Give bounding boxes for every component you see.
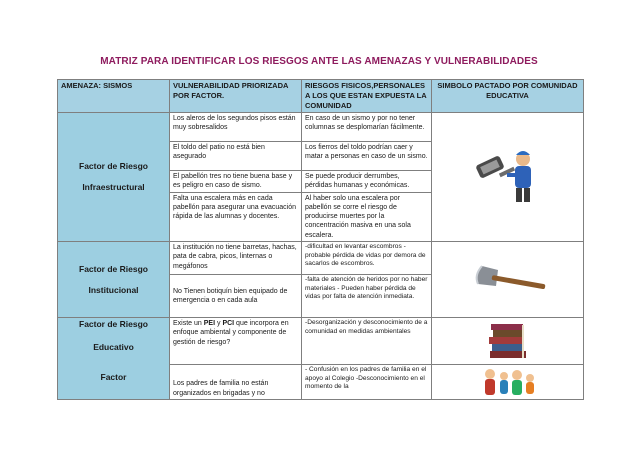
table-row (58, 242, 584, 275)
symbol-cell-educativo-2 (432, 365, 584, 400)
family-group-icon (478, 366, 538, 398)
riesgo-cell: Los fierros del toldo podrían caer y matar a personas en caso de un sismo. (302, 142, 432, 171)
header-simbolo: SIMBOLO PACTADO POR COMUNIDAD EDUCATIVA (432, 80, 584, 113)
factor-type: Infraestructural (82, 182, 145, 193)
stacked-books-icon (486, 321, 530, 361)
riesgo-cell: - Confusión en los padres de familia en el apoyo al Colegio -Desconocimiento en el momento de la (302, 365, 432, 400)
factor-type: Educativo (93, 342, 134, 353)
header-riesgos: RIESGOS FISICOS,PERSONALES A LOS QUE ESTAN EXPUESTA LA COMUNIDAD (302, 80, 432, 113)
vuln-cell: Los padres de familia no están organizados en brigadas y no (170, 365, 302, 400)
risk-matrix-table (57, 79, 584, 400)
header-vulnerabilidad: VULNERABILIDAD PRIORIZADA POR FACTOR. (170, 80, 302, 113)
pci-label: PCI (222, 320, 235, 328)
symbol-cell-institucional (432, 242, 584, 318)
page-title: MATRIZ PARA IDENTIFICAR LOS RIESGOS ANTE LAS AMENAZAS Y VULNERABILIDADES (100, 56, 538, 67)
symbol-cell-educativo (432, 318, 584, 365)
header-row (58, 80, 584, 113)
vuln-cell: El toldo del patio no está bien asegurado (170, 142, 302, 171)
symbol-cell-infraestructural (432, 113, 584, 242)
worker-with-jackhammer-icon (473, 146, 543, 208)
vuln-cell (170, 318, 302, 365)
factor-label: Factor de Riesgo (79, 263, 148, 274)
vuln-cell: La institución no tiene barretas, hachas, pata de cabra, picos, linternas o megáfonos (170, 242, 302, 275)
riesgo-cell: Al haber solo una escalera por pabellón se corre el riesgo de producirse muertes por la concentración masiva en una sola escalera. (302, 192, 432, 241)
riesgo-cell: -Desorganización y desconocimiento de a comunidad en medidas ambientales (302, 318, 432, 365)
table-row (58, 318, 584, 365)
riesgo-cell: -falta de atención de heridos por no haber materiales - Pueden haber pérdida de vidas por falta de atención inmediata. (302, 275, 432, 318)
table-row (58, 113, 584, 142)
factor-label-continued: Factor (100, 372, 127, 383)
axe-icon (468, 260, 548, 300)
factor-institucional (58, 242, 170, 318)
vuln-cell: El pabellón tres no tiene buena base y es peligro en caso de sismo. (170, 171, 302, 193)
vuln-cell: Falta una escalera más en cada pabellón para asegurar una evacuación rápida de las alumnas y docentes. (170, 192, 302, 241)
factor-label: Factor de Riesgo (79, 319, 148, 330)
factor-infraestructural (58, 113, 170, 242)
riesgo-cell: -dificultad en levantar escombros -probable pérdida de vidas por demora de sacarlos de escombros. (302, 242, 432, 275)
factor-type: Institucional (88, 284, 139, 295)
riesgo-cell: Se puede producir derrumbes, pérdidas humanas y económicas. (302, 171, 432, 193)
factor-label: Factor de Riesgo (79, 161, 148, 172)
header-amenaza: AMENAZA: SISMOS (58, 80, 170, 113)
vuln-text: y (215, 320, 223, 328)
vuln-cell: No Tienen botiquín bien equipado de emergencia o en cada aula (170, 275, 302, 318)
vuln-text: Existe un (173, 320, 204, 328)
vuln-text: que incorpora en enfoque ambiental y componente de gestión de riesgo? (173, 320, 289, 346)
factor-educativo (58, 318, 170, 400)
vuln-cell: Los aleros de los segundos pisos están muy sobresalidos (170, 113, 302, 142)
riesgo-cell: En caso de un sismo y por no tener columnas se desplomarían fácilmente. (302, 113, 432, 142)
pei-label: PEI (203, 320, 216, 328)
